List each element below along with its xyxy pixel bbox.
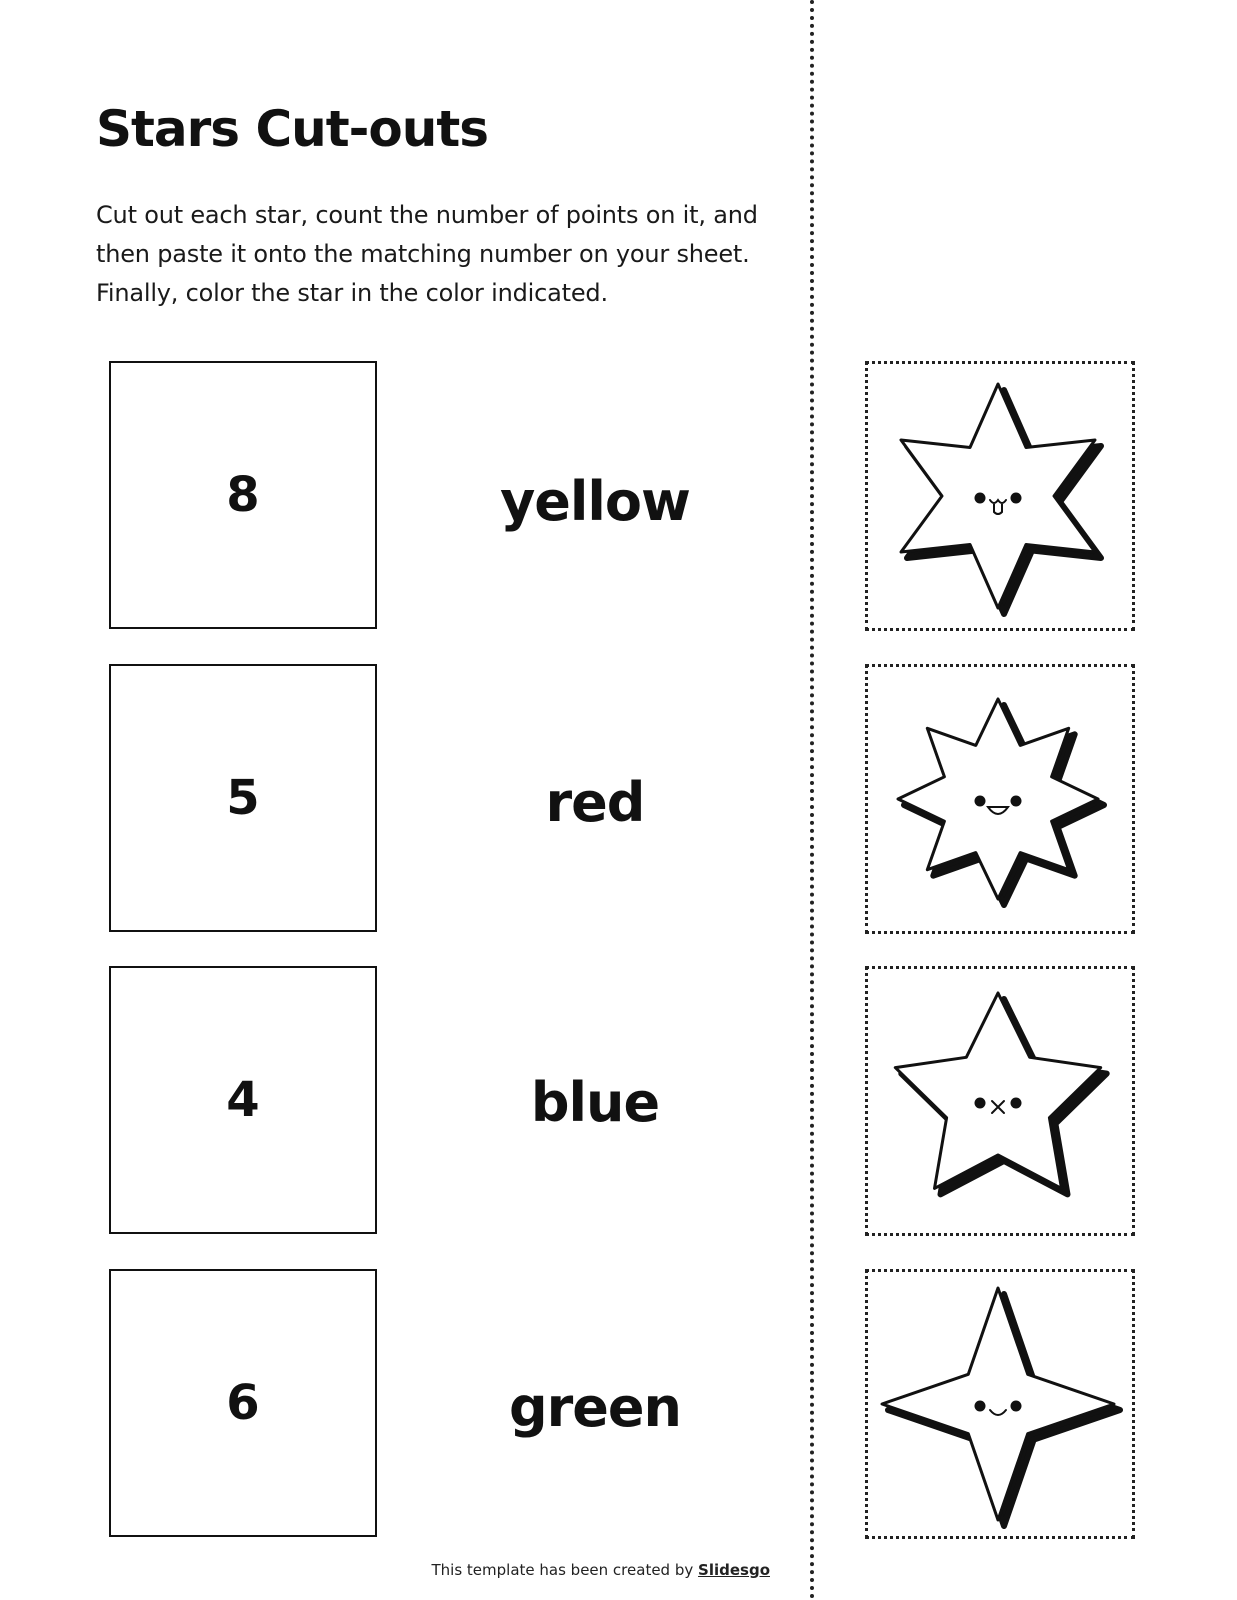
footer-credit <box>432 1561 771 1579</box>
footer-text: This template has been created by <box>431 1561 694 1579</box>
color-label: yellow <box>500 469 690 533</box>
number-label: 4 <box>226 1072 260 1128</box>
five-point-star-icon <box>868 969 1132 1233</box>
number-box <box>109 1269 377 1537</box>
number-box <box>109 664 377 932</box>
cut-line-divider <box>810 0 814 1600</box>
footer-brand-link[interactable]: Slidesgo <box>698 1561 770 1579</box>
six-point-star-icon <box>868 364 1132 628</box>
star-cutout-box <box>865 966 1135 1236</box>
star-cutout-box <box>865 361 1135 631</box>
star-cutout-box <box>865 664 1135 934</box>
color-label: green <box>509 1375 681 1439</box>
number-label: 6 <box>226 1375 260 1431</box>
eight-point-star-icon <box>868 667 1132 931</box>
page-title: Stars Cut-outs <box>96 100 489 158</box>
number-box <box>109 966 377 1234</box>
star-cutout-box <box>865 1269 1135 1539</box>
number-label: 8 <box>226 467 260 523</box>
color-label: red <box>545 770 645 834</box>
color-label: blue <box>530 1070 660 1134</box>
four-point-star-icon <box>868 1272 1132 1536</box>
instructions-text: Cut out each star, count the number of points on it, and then paste it onto the matching number on your sheet. Finally, color the star in the color indicated. <box>96 201 758 307</box>
number-label: 5 <box>226 770 260 826</box>
number-box <box>109 361 377 629</box>
